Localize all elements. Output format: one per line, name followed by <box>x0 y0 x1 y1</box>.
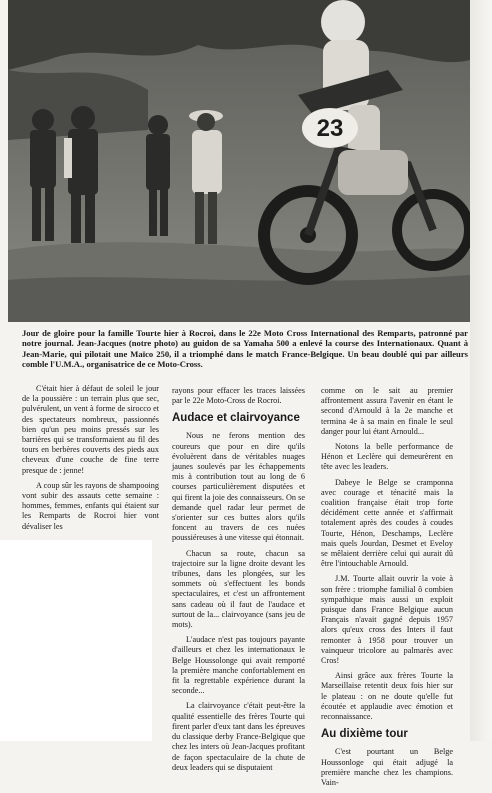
section-heading: Au dixième tour <box>321 728 408 741</box>
paragraph: C'était hier à défaut de soleil le jour de la poussière : un terrain plus que sec, pulvérulent, un vent à forme de sirocco et des spectateurs nombreux, passionnés bien qu'un peu moins pressés sur les barrières qui se transformaient au fil des tours en berbères couverts des pieds aux cheveux d'une couche de fine terre presque de : jenne! <box>22 384 159 475</box>
section-heading: Audace et clairvoyance <box>172 412 300 425</box>
paragraph: comme on le sait au premier affrontement assura l'avenir en étant le second d'Arnould à la 2e manche et termina 4e à sa main en finale le seul danger pour lui étant Arnould... <box>321 386 453 436</box>
page-margin <box>470 0 492 741</box>
paragraph: Dabeye le Belge se cramponna avec courage et ténacité mais la coalition française était trop forte décidément cette année et s'affirmait totalement après des coudes à coudes Tourte, Hénon, Deschamps, Leclère mais quels Jourdan, Desmet et Eveloy se mêlaient derrière celui qui aurait dû être l'intouchable Arnould. <box>321 477 453 569</box>
paragraph: J.M. Tourte allait ouvrir la voie à son frère : triomphe familial ô combien sympathique mais aussi un exploit puisque dans France Belgique aucun Français n'avait gagné depuis 1957 alors qu'eux cross des Inters il faut remonter à 1958 pour trouver un vainqueur tricolore au palmarès avec Cros! <box>321 574 453 666</box>
article-column-1 <box>22 384 159 537</box>
paragraph: Chacun sa route, chacun sa trajectoire sur la ligne droite devant les tribunes, dans les plongées, sur les sommets où s'effectuent les bonds spectaculaires, et c'est un affrontement sans cadeau où il faut de l'audace et surtout de la... clairvoyance (sans jeu de mots). <box>172 548 305 630</box>
motocross-photo <box>8 0 470 322</box>
paragraph: C'est pourtant un Belge Houssonloge qui était adjugé la première manche chez les champions. Vain- <box>321 747 453 787</box>
paragraph: Notons la belle performance de Hénon et Leclère qui demeurèrent en tête avec les leaders. <box>321 442 453 472</box>
paragraph: Ainsi grâce aux frères Tourte la Marseillaise retentit deux fois hier sur le plateau : on ne doute qu'elle fut écoutée et applaudie avec émotion et reconnaissance. <box>321 671 453 722</box>
photo-caption: Jour de gloire pour la famille Tourte hier à Rocroi, dans le 22e Moto Cross International des Remparts, patronné par notre journal. Jean-Jacques (notre photo) au guidon de sa Yamaha 500 a enlevé la course des Internationaux. Quant à Jean-Marie, qui pilotait une Maïco 250, il a triomphé dans le match France-Belgique. Un beau doublé qui par ailleurs comble l'U.M.A., organisatrice de ce Moto-Cross. <box>22 328 468 370</box>
blank-area <box>0 540 152 741</box>
paragraph: A coup sûr les rayons de shampooing vont subir des assauts cette semaine : hommes, femmes, enfants qui étaient sur les Remparts de Rocroi hier vont dévaliser les <box>22 480 159 531</box>
paragraph: L'audace n'est pas toujours payante d'ailleurs et chez les internationaux le Belge Houssolonge qui avait remporté la première manche confortablement en fit la regrettable expérience durant la seconde... <box>172 635 305 696</box>
paragraph: rayons pour effacer les traces laissées par le 22e Moto-Cross de Rocroi. <box>172 386 305 406</box>
article-column-2 <box>172 386 305 778</box>
rider-number: 23 <box>316 115 344 142</box>
paragraph: La clairvoyance c'était peut-être la qualité essentielle des frères Tourte qui firent parler d'eux tant dans les épreuves du classique derby France-Belgique que chez les inters où Jean-Jacques profitant de façon spectaculaire de la chute de deux leaders qui se disputaient <box>172 701 305 772</box>
motocross-photo-icon <box>8 0 470 322</box>
paragraph: Nous ne ferons mention des coureurs que pour en dire qu'ils évoluèrent dans de véritables nuages jaunes soulevés par les échappements mis à contribution tout au long de 6 courses particulièrement disputées et qui firent la joie des connaisseurs. On se demande quel radar leur permet de s'orienter sur ces buttes alors qu'ils foncent au travers de ces nuées poussiéreuses à une vitesse qui étonnait. <box>172 431 305 543</box>
article-column-3 <box>321 386 453 793</box>
